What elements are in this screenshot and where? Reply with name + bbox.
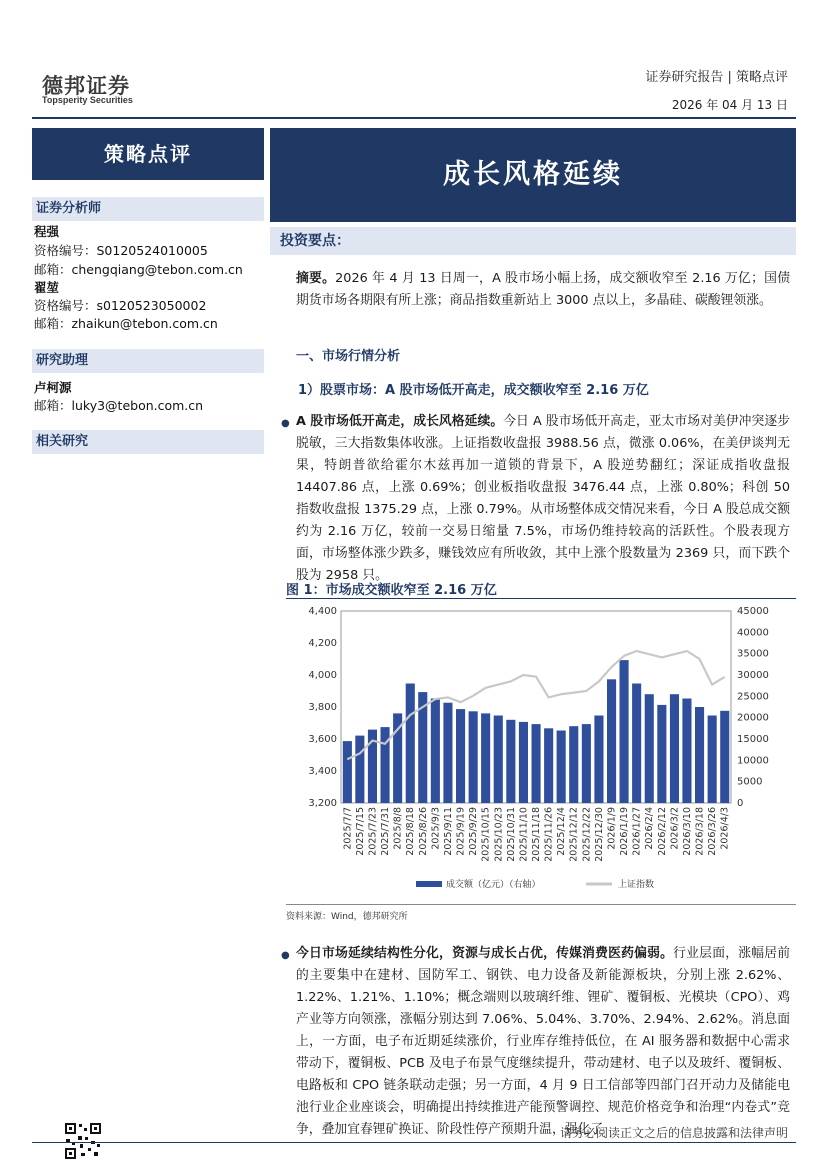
turnover-bar bbox=[544, 728, 553, 803]
legend-swatch-bars bbox=[416, 881, 442, 887]
left-axis-tick-label: 3,800 bbox=[308, 702, 337, 713]
x-axis-tick-label: 2025/10/15 bbox=[480, 807, 492, 862]
left-axis-ticks bbox=[308, 606, 337, 809]
x-axis-tick-label: 2025/7/15 bbox=[354, 807, 366, 856]
x-axis-tick-label: 2026/1/9 bbox=[606, 807, 618, 850]
x-axis-tick-label: 2025/11/10 bbox=[518, 807, 530, 862]
turnover-bar bbox=[670, 694, 679, 803]
right-axis-tick-label: 15000 bbox=[737, 734, 769, 745]
x-axis-ticks bbox=[342, 807, 730, 862]
right-axis-tick-label: 25000 bbox=[737, 691, 769, 703]
x-axis-tick-label: 2026/3/26 bbox=[707, 807, 719, 856]
footer-divider bbox=[32, 1142, 796, 1143]
turnover-bar bbox=[582, 724, 591, 803]
left-axis-tick-label: 3,200 bbox=[308, 798, 337, 809]
x-axis-tick-label: 2025/12/4 bbox=[556, 807, 568, 856]
footer-notice[interactable]: 请务必阅读正文之后的信息披露和法律声明 bbox=[559, 1126, 788, 1140]
legend bbox=[416, 878, 654, 890]
analyst-cert: 资格编号：S0120524010005 bbox=[34, 243, 208, 258]
figure-bottom-rule bbox=[286, 904, 796, 905]
analyst-cert: 资格编号：s0120523050002 bbox=[34, 298, 207, 313]
report-date: 2026 年 04 月 13 日 bbox=[671, 98, 788, 112]
turnover-bar bbox=[494, 716, 503, 804]
x-axis-tick-label: 2025/10/23 bbox=[493, 807, 505, 862]
report-title: 成长风格延续 bbox=[270, 128, 796, 222]
figure-title: 图 1：市场成交额收窄至 2.16 万亿 bbox=[286, 583, 497, 598]
qr-code-icon bbox=[64, 1122, 102, 1160]
turnover-bar bbox=[355, 736, 364, 803]
turnover-bar bbox=[569, 726, 578, 803]
turnover-bar bbox=[519, 722, 528, 803]
x-axis-tick-label: 2025/11/26 bbox=[543, 807, 555, 862]
analyst-email[interactable]: 邮箱：zhaikun@tebon.com.cn bbox=[34, 316, 218, 331]
section-heading: 一、市场行情分析 bbox=[296, 349, 401, 364]
x-axis-tick-label: 2026/3/10 bbox=[682, 807, 693, 856]
related-research-label: 相关研究 bbox=[32, 430, 264, 454]
turnover-bar bbox=[469, 711, 478, 803]
x-axis-tick-label: 2025/12/12 bbox=[568, 807, 580, 862]
x-axis-tick-label: 2025/10/31 bbox=[505, 807, 517, 862]
summary-label: 摘要。 bbox=[296, 271, 336, 286]
bullet-lead: 今日市场延续结构性分化，资源与成长占优，传媒消费医药偏弱。 bbox=[296, 946, 674, 961]
right-axis-tick-label: 0 bbox=[737, 798, 744, 809]
side-banner: 策略点评 bbox=[32, 128, 264, 180]
bullet-icon: ● bbox=[281, 950, 290, 961]
left-axis-tick-label: 4,400 bbox=[308, 606, 337, 617]
left-axis-tick-label: 3,600 bbox=[308, 734, 337, 745]
figure-source: 资料来源：Wind，德邦研究所 bbox=[286, 912, 408, 922]
x-axis-tick-label: 2025/7/31 bbox=[380, 807, 391, 856]
right-axis-tick-label: 10000 bbox=[737, 755, 769, 767]
analyst-email[interactable]: 邮箱：chengqiang@tebon.com.cn bbox=[34, 262, 243, 277]
report-type: 证券研究报告 | 策略点评 bbox=[645, 70, 788, 85]
summary-text: 2026 年 4 月 13 日周一，A 股市场小幅上扬，成交额收窄至 2.16 万亿；国债期货市场各期限有所上涨；商品指数重新站上 3000 点以上，多晶硅、碳酸锂领涨。 bbox=[296, 271, 790, 308]
x-axis-tick-label: 2025/8/18 bbox=[405, 807, 417, 856]
x-axis-tick-label: 2026/3/18 bbox=[694, 807, 706, 856]
right-axis-tick-label: 45000 bbox=[737, 606, 769, 617]
x-axis-tick-label: 2025/12/30 bbox=[593, 807, 605, 862]
x-axis-tick-label: 2025/9/29 bbox=[468, 807, 480, 856]
bullet-paragraph bbox=[296, 411, 790, 587]
turnover-bar bbox=[645, 694, 654, 803]
legend-label-bars: 成交额（亿元）（右轴） bbox=[446, 880, 541, 890]
right-axis-ticks bbox=[737, 606, 769, 809]
bullet-paragraph bbox=[296, 943, 790, 1141]
turnover-bar bbox=[708, 716, 717, 804]
x-axis-tick-label: 2025/7/7 bbox=[342, 807, 354, 850]
company-logo-cn: 德邦证券 bbox=[42, 74, 130, 98]
subsection-heading: 1）股票市场：A 股市场低开高走，成交额收窄至 2.16 万亿 bbox=[298, 383, 649, 398]
assistant-name: 卢柯源 bbox=[34, 380, 72, 395]
right-axis-tick-label: 40000 bbox=[737, 627, 769, 639]
company-logo-en: Topsperity Securities bbox=[42, 95, 133, 105]
bullet-text: 行业层面，涨幅居前的主要集中在建材、国防军工、钢铁、电力设备及新能源板块，分别上涨 2.62%、1.22%、1.21%、1.10%；概念端则以玻璃纤维、锂矿、覆铜板、光模块（CPO）、鸡产业等方向领涨，涨幅分别达到 7.06%、5.04%、3.70%、2.94%、2.62%。消息面上，一方面，电子布近期延续涨价，行业库存维持低位，在 AI 服务器和数据中心需求带动下，覆铜板、PCB 及电子布景气度继续提升，带动建材、电子以及玻纤、覆铜板、电路板和 CPO 链条联动走强；另一方面，4 月 9 日工信部等四部门召开动力及储能电池行业企业座谈会，明确提出持续推进产能预警调控、规范价格竞争和治理“内卷式”竞争，叠加宜春锂矿换证、阶段性停产预期升温，强化了 bbox=[296, 946, 791, 1137]
assistant-label: 研究助理 bbox=[32, 349, 264, 373]
right-axis-tick-label: 20000 bbox=[737, 712, 769, 724]
turnover-bar bbox=[620, 660, 629, 803]
turnover-bar bbox=[431, 699, 440, 804]
bullet-text: 今日 A 股市场低开高走，亚太市场对美伊冲突逐步脱敏，三大指数集体收涨。上证指数收盘报 3988.56 点，微涨 0.06%，在美伊谈判无果，特朗普欲给霍尔木兹再加一道锁的背景下，A 股逆势翻红；深证成指收盘报 14407.86 点，上涨 0.69%；创业板指收盘报 3476.44 点，上涨 0.80%；科创 50 指数收盘报 1375.29 点，上涨 0.79%。从市场整体成交情况来看，今日 A 股总成交额约为 2.16 万亿，较前一交易日缩量 7.5%，市场仍维持较高的活跃性。个股表现方面，市场整体涨少跌多，赚钱效应有所收敛，其中上涨个股数量为 2369 只，而下跌个股为 2958 只。 bbox=[296, 414, 791, 583]
x-axis-tick-label: 2025/12/22 bbox=[581, 807, 593, 862]
turnover-bar bbox=[682, 699, 691, 804]
x-axis-tick-label: 2026/2/12 bbox=[656, 807, 668, 856]
assistant-email[interactable]: 邮箱：luky3@tebon.com.cn bbox=[34, 398, 204, 413]
figure-top-rule bbox=[286, 598, 796, 599]
analysts-label: 证券分析师 bbox=[32, 197, 264, 221]
x-axis-tick-label: 2026/2/4 bbox=[644, 807, 656, 850]
turnover-bar bbox=[456, 709, 465, 803]
turnover-bar bbox=[557, 731, 566, 804]
x-axis-tick-label: 2026/1/27 bbox=[631, 807, 643, 856]
turnover-bar bbox=[720, 711, 729, 803]
turnover-bar bbox=[632, 684, 641, 804]
chart bbox=[286, 601, 796, 901]
x-axis-tick-label: 2025/7/23 bbox=[367, 807, 379, 856]
header-divider bbox=[32, 117, 796, 119]
left-axis-tick-label: 4,000 bbox=[308, 670, 337, 681]
x-axis-tick-label: 2025/9/11 bbox=[442, 807, 454, 856]
x-axis-tick-label: 2025/11/18 bbox=[531, 807, 542, 862]
x-axis-tick-label: 2026/4/3 bbox=[719, 807, 731, 850]
summary-paragraph bbox=[296, 268, 790, 312]
turnover-bar bbox=[594, 716, 603, 804]
turnover-bar bbox=[443, 703, 452, 803]
turnover-bar bbox=[695, 707, 704, 803]
right-axis-tick-label: 5000 bbox=[737, 776, 763, 788]
x-axis-tick-label: 2025/8/26 bbox=[417, 807, 429, 856]
bullet-lead: A 股市场低开高走，成长风格延续。 bbox=[296, 414, 504, 429]
turnover-bar bbox=[532, 724, 541, 803]
left-axis-tick-label: 3,400 bbox=[308, 766, 337, 777]
x-axis-tick-label: 2025/9/19 bbox=[455, 807, 467, 856]
turnover-bar bbox=[406, 684, 415, 804]
x-axis-tick-label: 2025/9/3 bbox=[430, 807, 442, 850]
turnover-bar bbox=[343, 741, 352, 803]
turnover-bar bbox=[506, 720, 515, 803]
x-axis-tick-label: 2026/3/2 bbox=[669, 807, 681, 850]
turnover-bar bbox=[481, 713, 490, 803]
turnover-bar bbox=[657, 705, 666, 803]
analyst-name: 翟堃 bbox=[34, 280, 60, 295]
x-axis-tick-label: 2026/1/19 bbox=[619, 807, 631, 856]
left-axis-tick-label: 4,200 bbox=[308, 638, 337, 649]
right-axis-tick-label: 35000 bbox=[737, 648, 769, 660]
turnover-bar bbox=[607, 679, 616, 803]
right-axis-tick-label: 30000 bbox=[737, 670, 769, 681]
x-axis-tick-label: 2025/8/8 bbox=[392, 807, 404, 850]
analyst-name: 程强 bbox=[34, 224, 60, 239]
chart-svg bbox=[286, 601, 796, 901]
legend-label-line: 上证指数 bbox=[618, 880, 655, 890]
key-points-label: 投资要点： bbox=[270, 227, 796, 255]
bullet-icon: ● bbox=[281, 418, 290, 429]
